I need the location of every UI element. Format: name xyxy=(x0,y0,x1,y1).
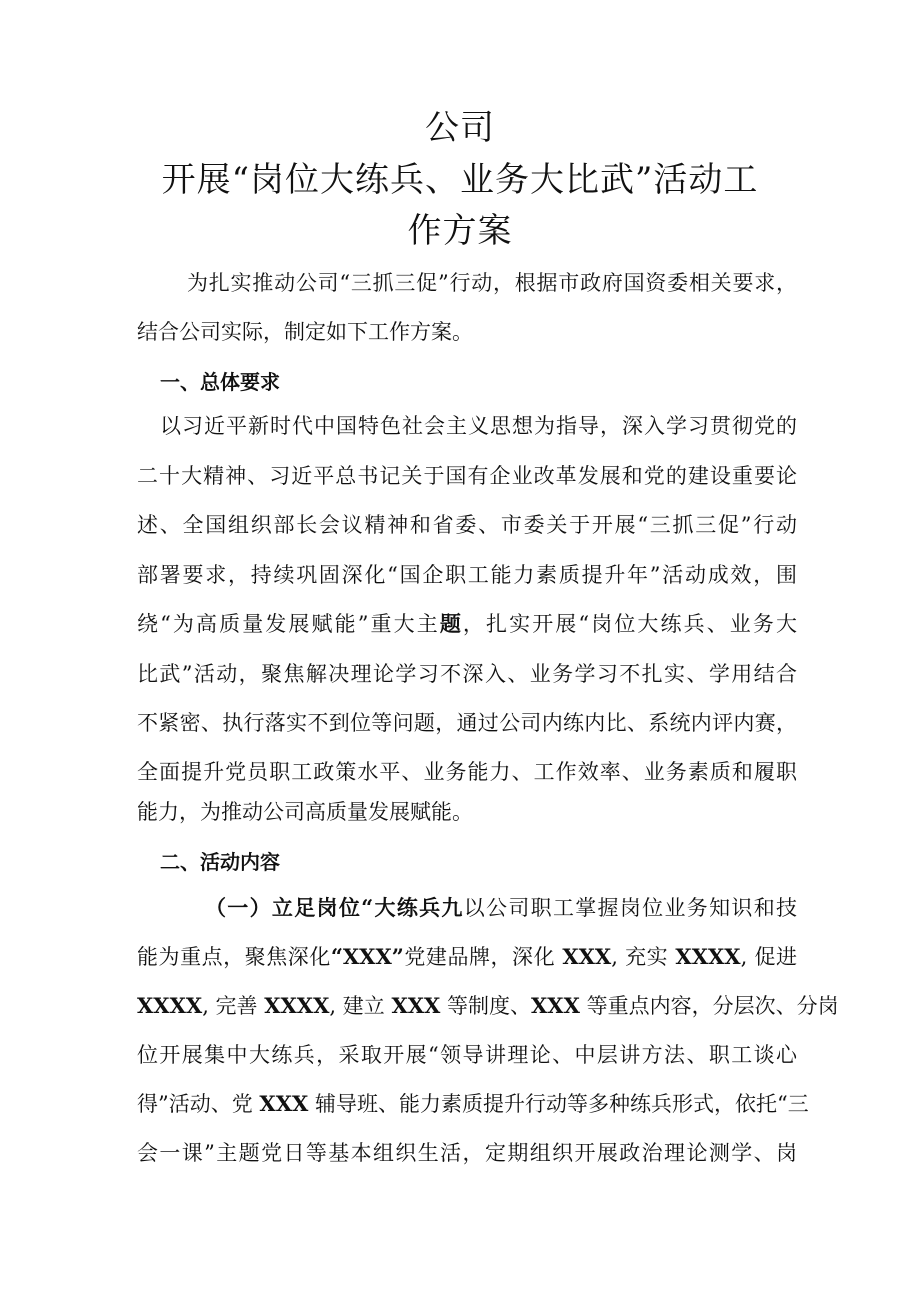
line-3-bold-a: XXXX xyxy=(137,993,203,1018)
section-1-line-5 xyxy=(137,609,797,639)
section-2-line-6: 会一课”主题党日等基本组织生活，定期组织开展政治理论测学、岗 xyxy=(137,1141,797,1165)
line-2-bold-d: XXX xyxy=(562,944,612,969)
line-5-part-a: 得”活动、党 xyxy=(137,1092,260,1116)
line-3-bold-c: XXXX xyxy=(264,993,330,1018)
section-2-line-1 xyxy=(205,893,797,923)
section-1-line-4: 部署要求，持续巩固深化“国企职工能力素质提升年”活动成效，围 xyxy=(137,563,797,587)
line-2-part-e: , 充实 xyxy=(611,945,676,969)
line-3-bold-e: XXX xyxy=(391,993,441,1018)
line-2-part-g: , 促进 xyxy=(740,945,798,969)
section-1-line-7: 不紧密、执行落实不到位等问题，通过公司内练内比、系统内评内赛， xyxy=(137,711,797,735)
section-2-line-2 xyxy=(137,942,797,972)
line-3-part-d: , 建立 xyxy=(329,994,392,1018)
line-5-part-c: 辅导班、能力素质提升行动等多种练兵形式，依托“三 xyxy=(308,1092,809,1116)
document-title-line-3: 作方案 xyxy=(407,211,513,251)
section-1-line-5-bold: 题 xyxy=(439,611,463,636)
section-2-line-5 xyxy=(137,1089,809,1119)
section-2-heading: 二、活动内容 xyxy=(160,850,280,874)
line-2-bold-f: XXXX xyxy=(675,944,741,969)
section-1-line-5-b: ，扎实开展“岗位大练兵、业务大 xyxy=(462,612,797,636)
line-5-bold-b: XXX xyxy=(259,1091,309,1116)
intro-line-1 xyxy=(137,268,797,298)
section-1-line-9: 能力，为推动公司高质量发展赋能。 xyxy=(137,800,473,824)
section-1-line-1: 以习近平新时代中国特色社会主义思想为指导，深入学习贯彻党的 xyxy=(160,414,797,438)
section-1-line-8: 全面提升党员职工政策水平、业务能力、工作效率、业务素质和履职 xyxy=(137,760,797,784)
line-3-part-f: 等制度、 xyxy=(440,994,532,1018)
section-2-line-3 xyxy=(137,991,839,1021)
line-2-bold-brand: “XXX” xyxy=(330,944,404,969)
section-1-line-3: 述、全国组织部长会议精神和省委、市委关于开展“三抓三促”行动 xyxy=(137,513,797,537)
intro-line-1-text: 为扎实推动公司“三抓三促”行动，根据市政府国资委相关要求， xyxy=(187,271,797,295)
section-1-heading: 一、总体要求 xyxy=(160,370,280,394)
line-2-part-a: 能为重点，聚焦深化 xyxy=(137,945,331,969)
section-1-line-6: 比武”活动，聚焦解决理论学习不深入、业务学习不扎实、学用结合 xyxy=(137,662,797,686)
line-3-bold-g: XXX xyxy=(531,993,580,1018)
line-3-part-b: , 完善 xyxy=(202,994,265,1018)
section-1-line-2: 二十大精神、习近平总书记关于国有企业改革发展和党的建设重要论 xyxy=(137,464,797,488)
section-2-line-4: 位开展集中大练兵，采取开展“领导讲理论、中层讲方法、职工谈心 xyxy=(137,1043,797,1067)
section-1-line-5-a: 绕“为高质量发展赋能”重大主 xyxy=(137,612,440,636)
line-2-part-c: 党建品牌，深化 xyxy=(403,945,563,969)
line-3-part-h: 等重点内容，分层次、分岗 xyxy=(579,994,839,1018)
document-title-line-1: 公司 xyxy=(425,108,495,148)
subsection-1-heading: （一）立足岗位“大练兵九 xyxy=(205,895,464,920)
document-title-line-2: 开展“岗位大练兵、业务大比武”活动工 xyxy=(161,160,759,200)
intro-line-2: 结合公司实际，制定如下工作方案。 xyxy=(137,320,473,344)
section-2-line-1-text: 以公司职工掌握岗位业务知识和技 xyxy=(463,896,797,920)
